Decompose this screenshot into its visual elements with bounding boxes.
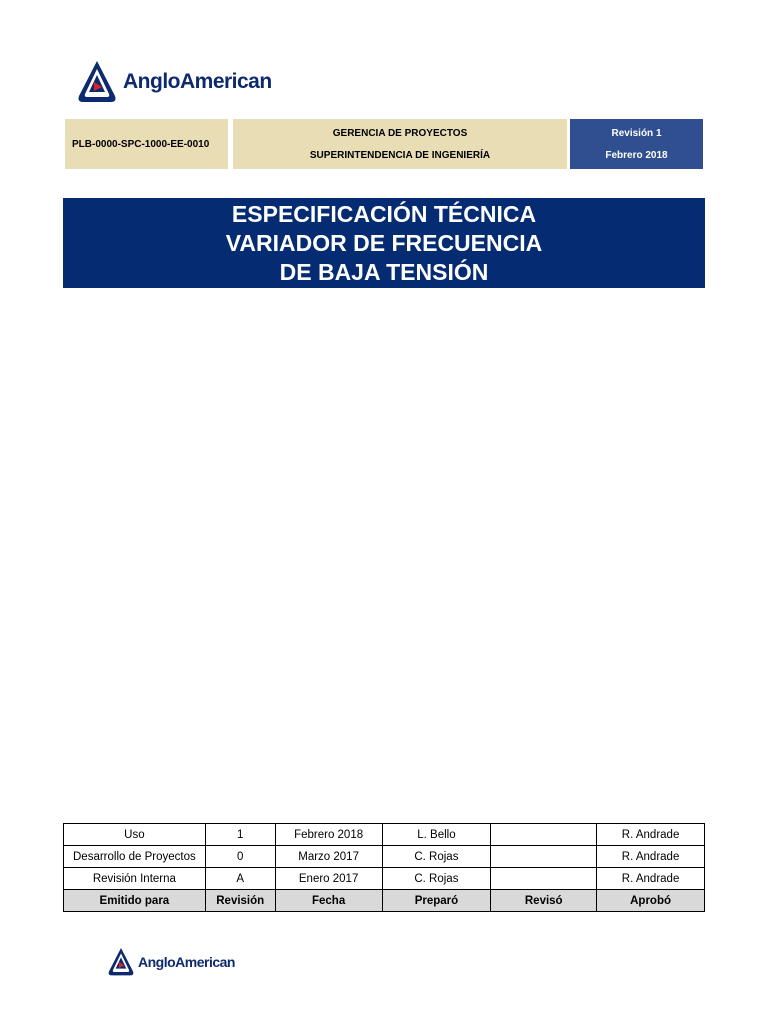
revision-table (63, 823, 705, 912)
table-cell: 0 (205, 846, 275, 868)
table-cell: Marzo 2017 (275, 846, 382, 868)
department-line-1: GERENCIA DE PROYECTOS (332, 127, 468, 139)
logo-text: AngloAmerican (138, 954, 235, 970)
logo-top (75, 58, 272, 106)
revision-date: Febrero 2018 (605, 149, 668, 161)
document-code: PLB-0000-SPC-1000-EE-0010 (72, 138, 210, 150)
table-row (64, 824, 705, 846)
document-code-cell (65, 119, 228, 169)
table-cell: Desarrollo de Proyectos (64, 846, 206, 868)
table-cell: R. Andrade (597, 868, 705, 890)
table-cell: Uso (64, 824, 206, 846)
table-cell (491, 846, 597, 868)
table-cell: 1 (205, 824, 275, 846)
table-cell: Febrero 2018 (275, 824, 382, 846)
header-emitido-para: Emitido para (64, 890, 206, 912)
table-cell (491, 868, 597, 890)
table-row (64, 846, 705, 868)
table-cell: A (205, 868, 275, 890)
logo-bottom (106, 946, 235, 978)
table-row (64, 868, 705, 890)
header-revision: Revisión (205, 890, 275, 912)
logo-text: AngloAmerican (123, 70, 272, 93)
table-cell: L. Bello (382, 824, 491, 846)
anglo-american-logo-icon (75, 58, 119, 106)
title-line-1: ESPECIFICACIÓN TÉCNICA (231, 200, 537, 227)
title-banner (63, 198, 705, 288)
table-cell: C. Rojas (382, 868, 491, 890)
table-cell: R. Andrade (597, 824, 705, 846)
revision-label: Revisión 1 (611, 127, 662, 139)
table-cell: Revisión Interna (64, 868, 206, 890)
title-line-3: DE BAJA TENSIÓN (279, 258, 489, 285)
header-fecha: Fecha (275, 890, 382, 912)
header-reviso: Revisó (491, 890, 597, 912)
title-line-2: VARIADOR DE FRECUENCIA (225, 229, 543, 256)
table-cell (491, 824, 597, 846)
table-cell: R. Andrade (597, 846, 705, 868)
department-line-2: SUPERINTENDENCIA DE INGENIERÍA (309, 149, 491, 161)
department-cell (233, 119, 567, 169)
table-header-row (64, 890, 705, 912)
table-cell: C. Rojas (382, 846, 491, 868)
header-preparo: Preparó (382, 890, 491, 912)
table-cell: Enero 2017 (275, 868, 382, 890)
revision-cell (570, 119, 703, 169)
anglo-american-logo-icon (106, 946, 136, 978)
header-aprobo: Aprobó (597, 890, 705, 912)
